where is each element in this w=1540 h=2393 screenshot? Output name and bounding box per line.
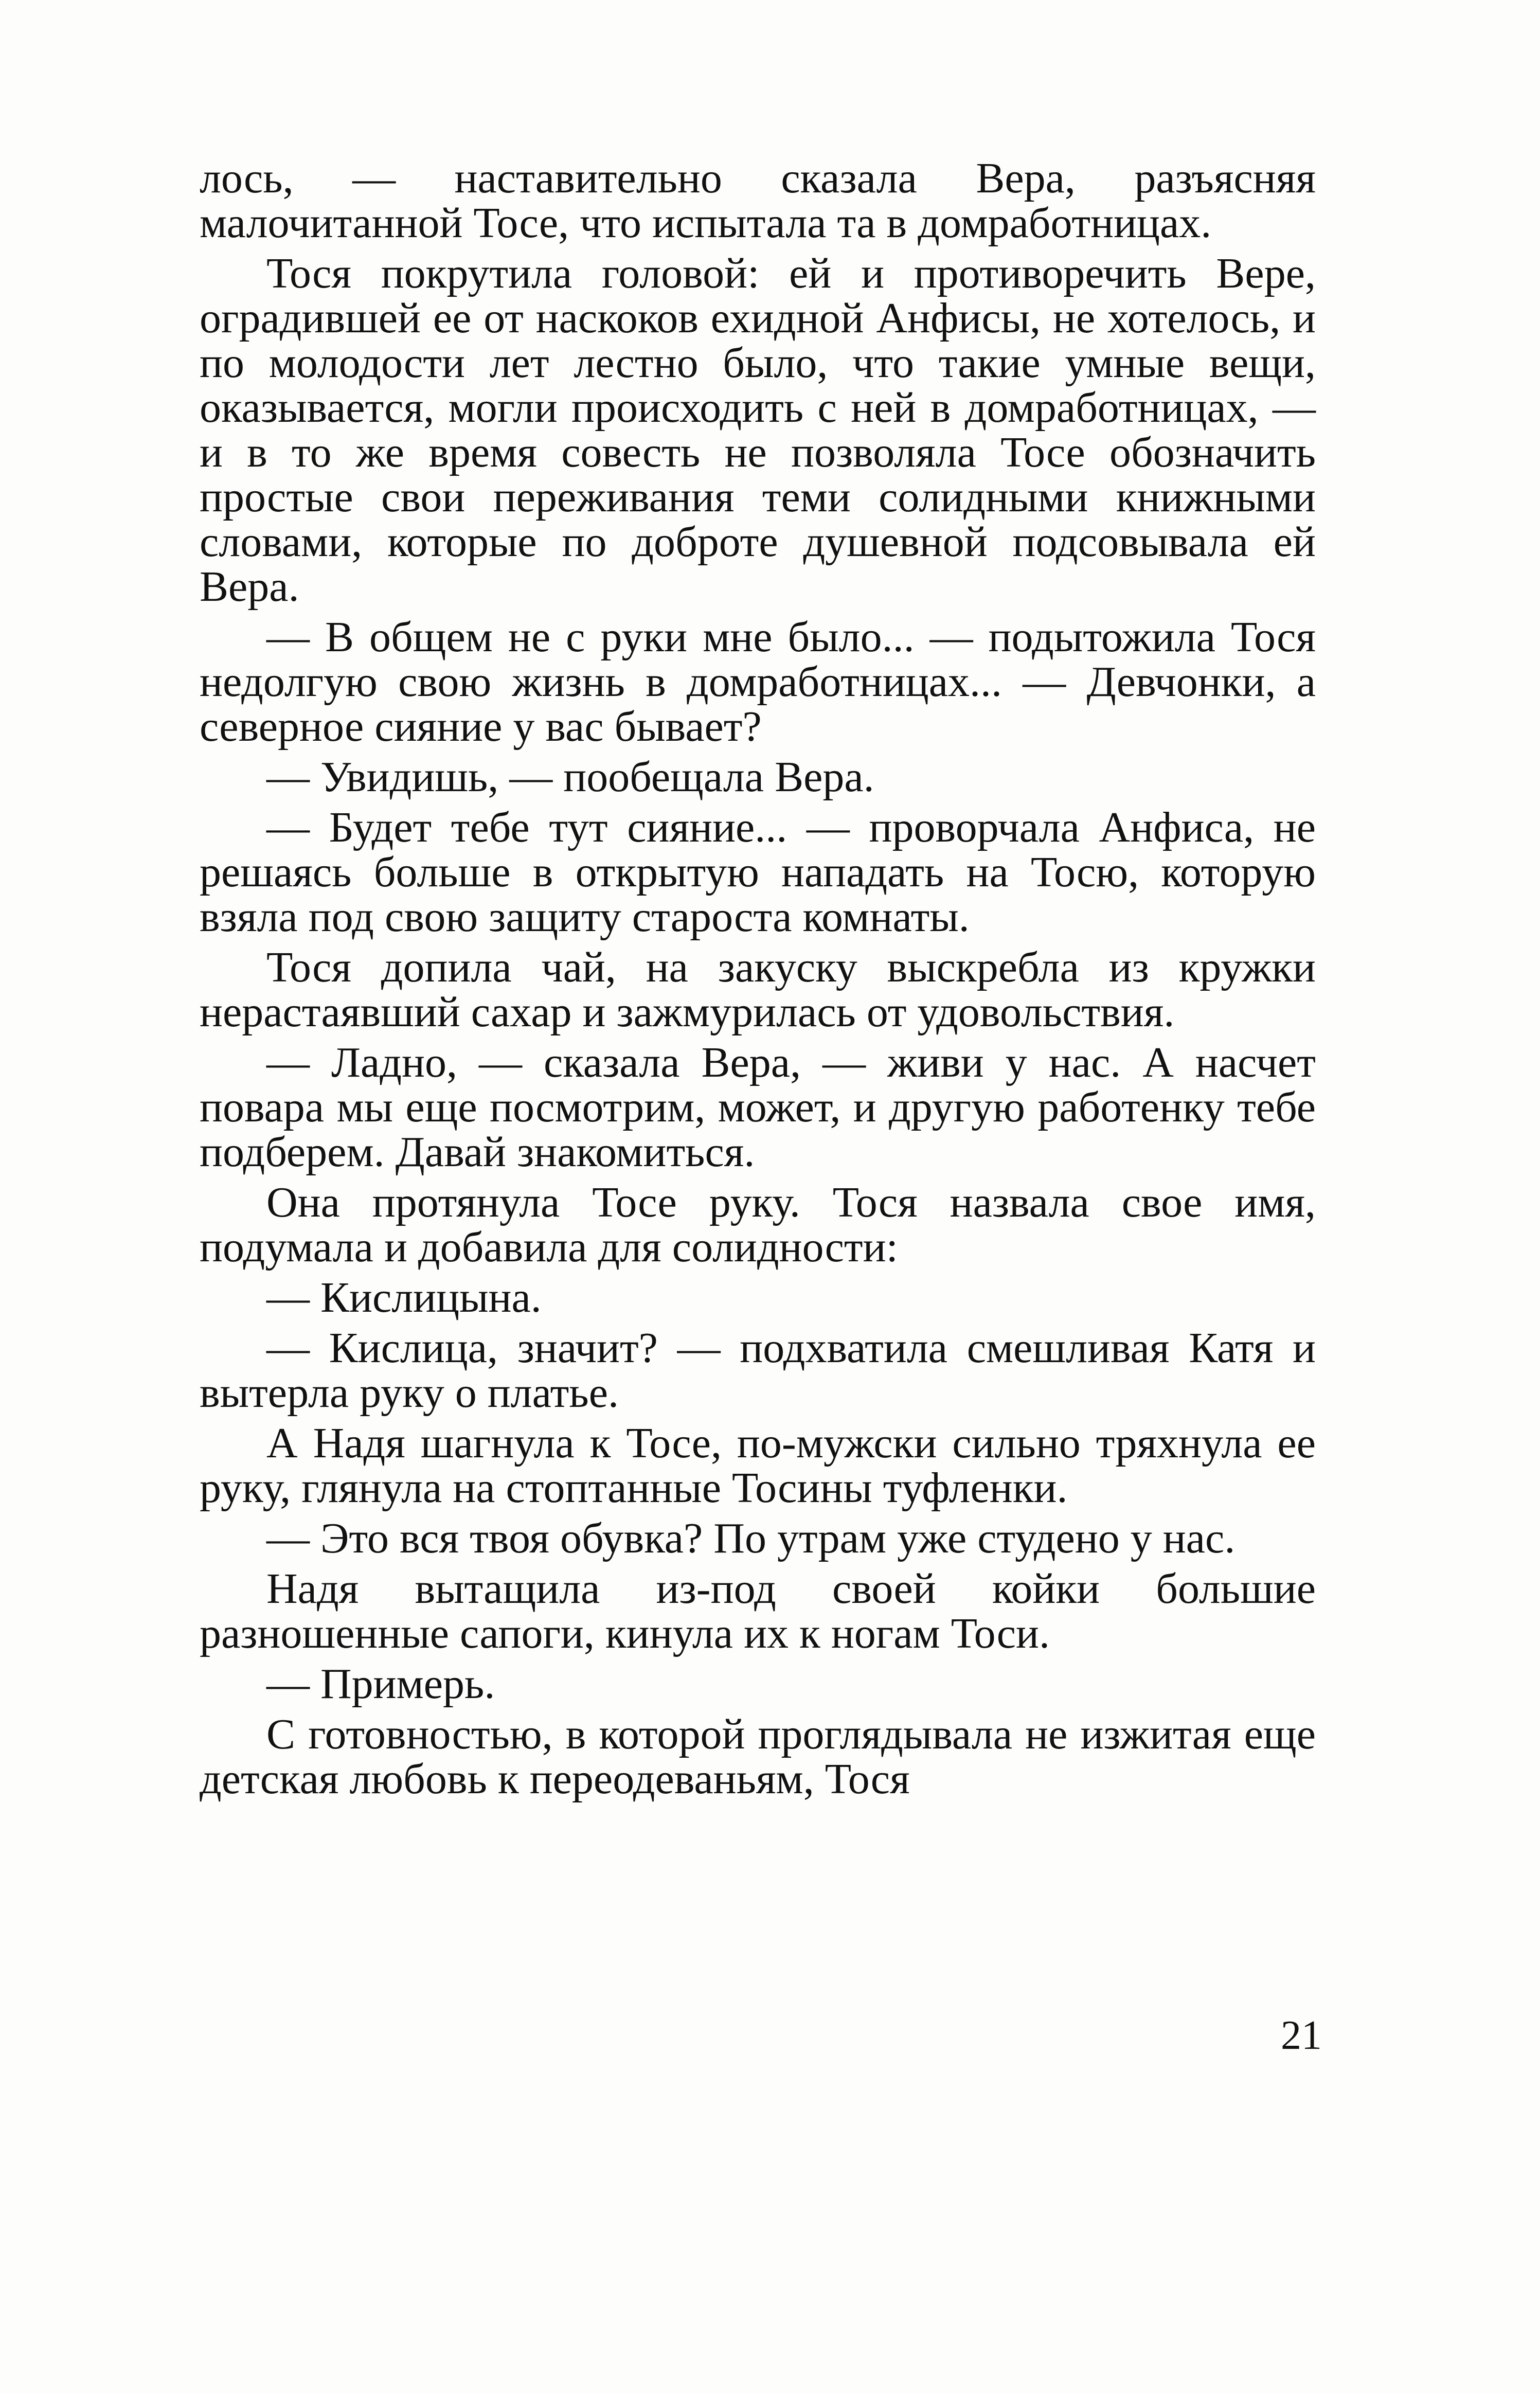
paragraph: Тося допила чай, на закуску выскребла из кружки нерастаявший сахар и зажмурилась от удовольствия. xyxy=(200,943,1316,1036)
paragraph: Надя вытащила из-под своей койки большие разношенные сапоги, кинула их к ногам Тоси. xyxy=(200,1565,1316,1657)
paragraph: лось, — наставительно сказала Вера, разъясняя малочитанной Тосе, что испытала та в домработницах. xyxy=(200,154,1316,247)
paragraph: — Это вся твоя обувка? По утрам уже студено у нас. xyxy=(266,1514,1235,1562)
paragraph: А Надя шагнула к Тосе, по-мужски сильно тряхнула ее руку, глянула на стоптанные Тосины туфленки. xyxy=(200,1419,1316,1512)
page-body-text xyxy=(200,156,1316,1807)
paragraph: — Примерь. xyxy=(266,1660,495,1708)
paragraph: С готовностью, в которой проглядывала не изжитая еще детская любовь к переодеваньям, Тося xyxy=(200,1710,1316,1803)
paragraph: Тося покрутила головой: ей и противоречить Вере, оградившей ее от наскоков ехидной Анфисы, не хотелось, и по молодости лет лестно было, что такие умные вещи, оказывается, могли происходить с ней в домработницах, — и в то же время совесть не позволяла Тосе обозначить простые свои переживания теми солидными книжными словами, которые по доброте душевной подсовывала ей Вера. xyxy=(200,249,1316,611)
paragraph: — Кислицына. xyxy=(266,1274,542,1321)
paragraph: — В общем не с руки мне было... — подытожила Тося недолгую свою жизнь в домработницах... — Девчонки, а северное сияние у вас бывает? xyxy=(200,613,1316,751)
page-number: 21 xyxy=(1281,2013,1322,2058)
paragraph: — Увидишь, — пообещала Вера. xyxy=(266,753,874,801)
paragraph: — Будет тебе тут сияние... — проворчала Анфиса, не решаясь больше в открытую нападать на Тосю, которую взяла под свою защиту староста комнаты. xyxy=(200,803,1316,941)
paragraph: Она протянула Тосе руку. Тося назвала свое имя, подумала и добавила для солидности: xyxy=(200,1178,1316,1271)
paragraph: — Ладно, — сказала Вера, — живи у нас. А насчет повара мы еще посмотрим, может, и другую работенку тебе подберем. Давай знакомиться. xyxy=(200,1039,1316,1176)
paragraph: — Кислица, значит? — подхватила смешливая Катя и вытерла руку о платье. xyxy=(200,1324,1316,1417)
